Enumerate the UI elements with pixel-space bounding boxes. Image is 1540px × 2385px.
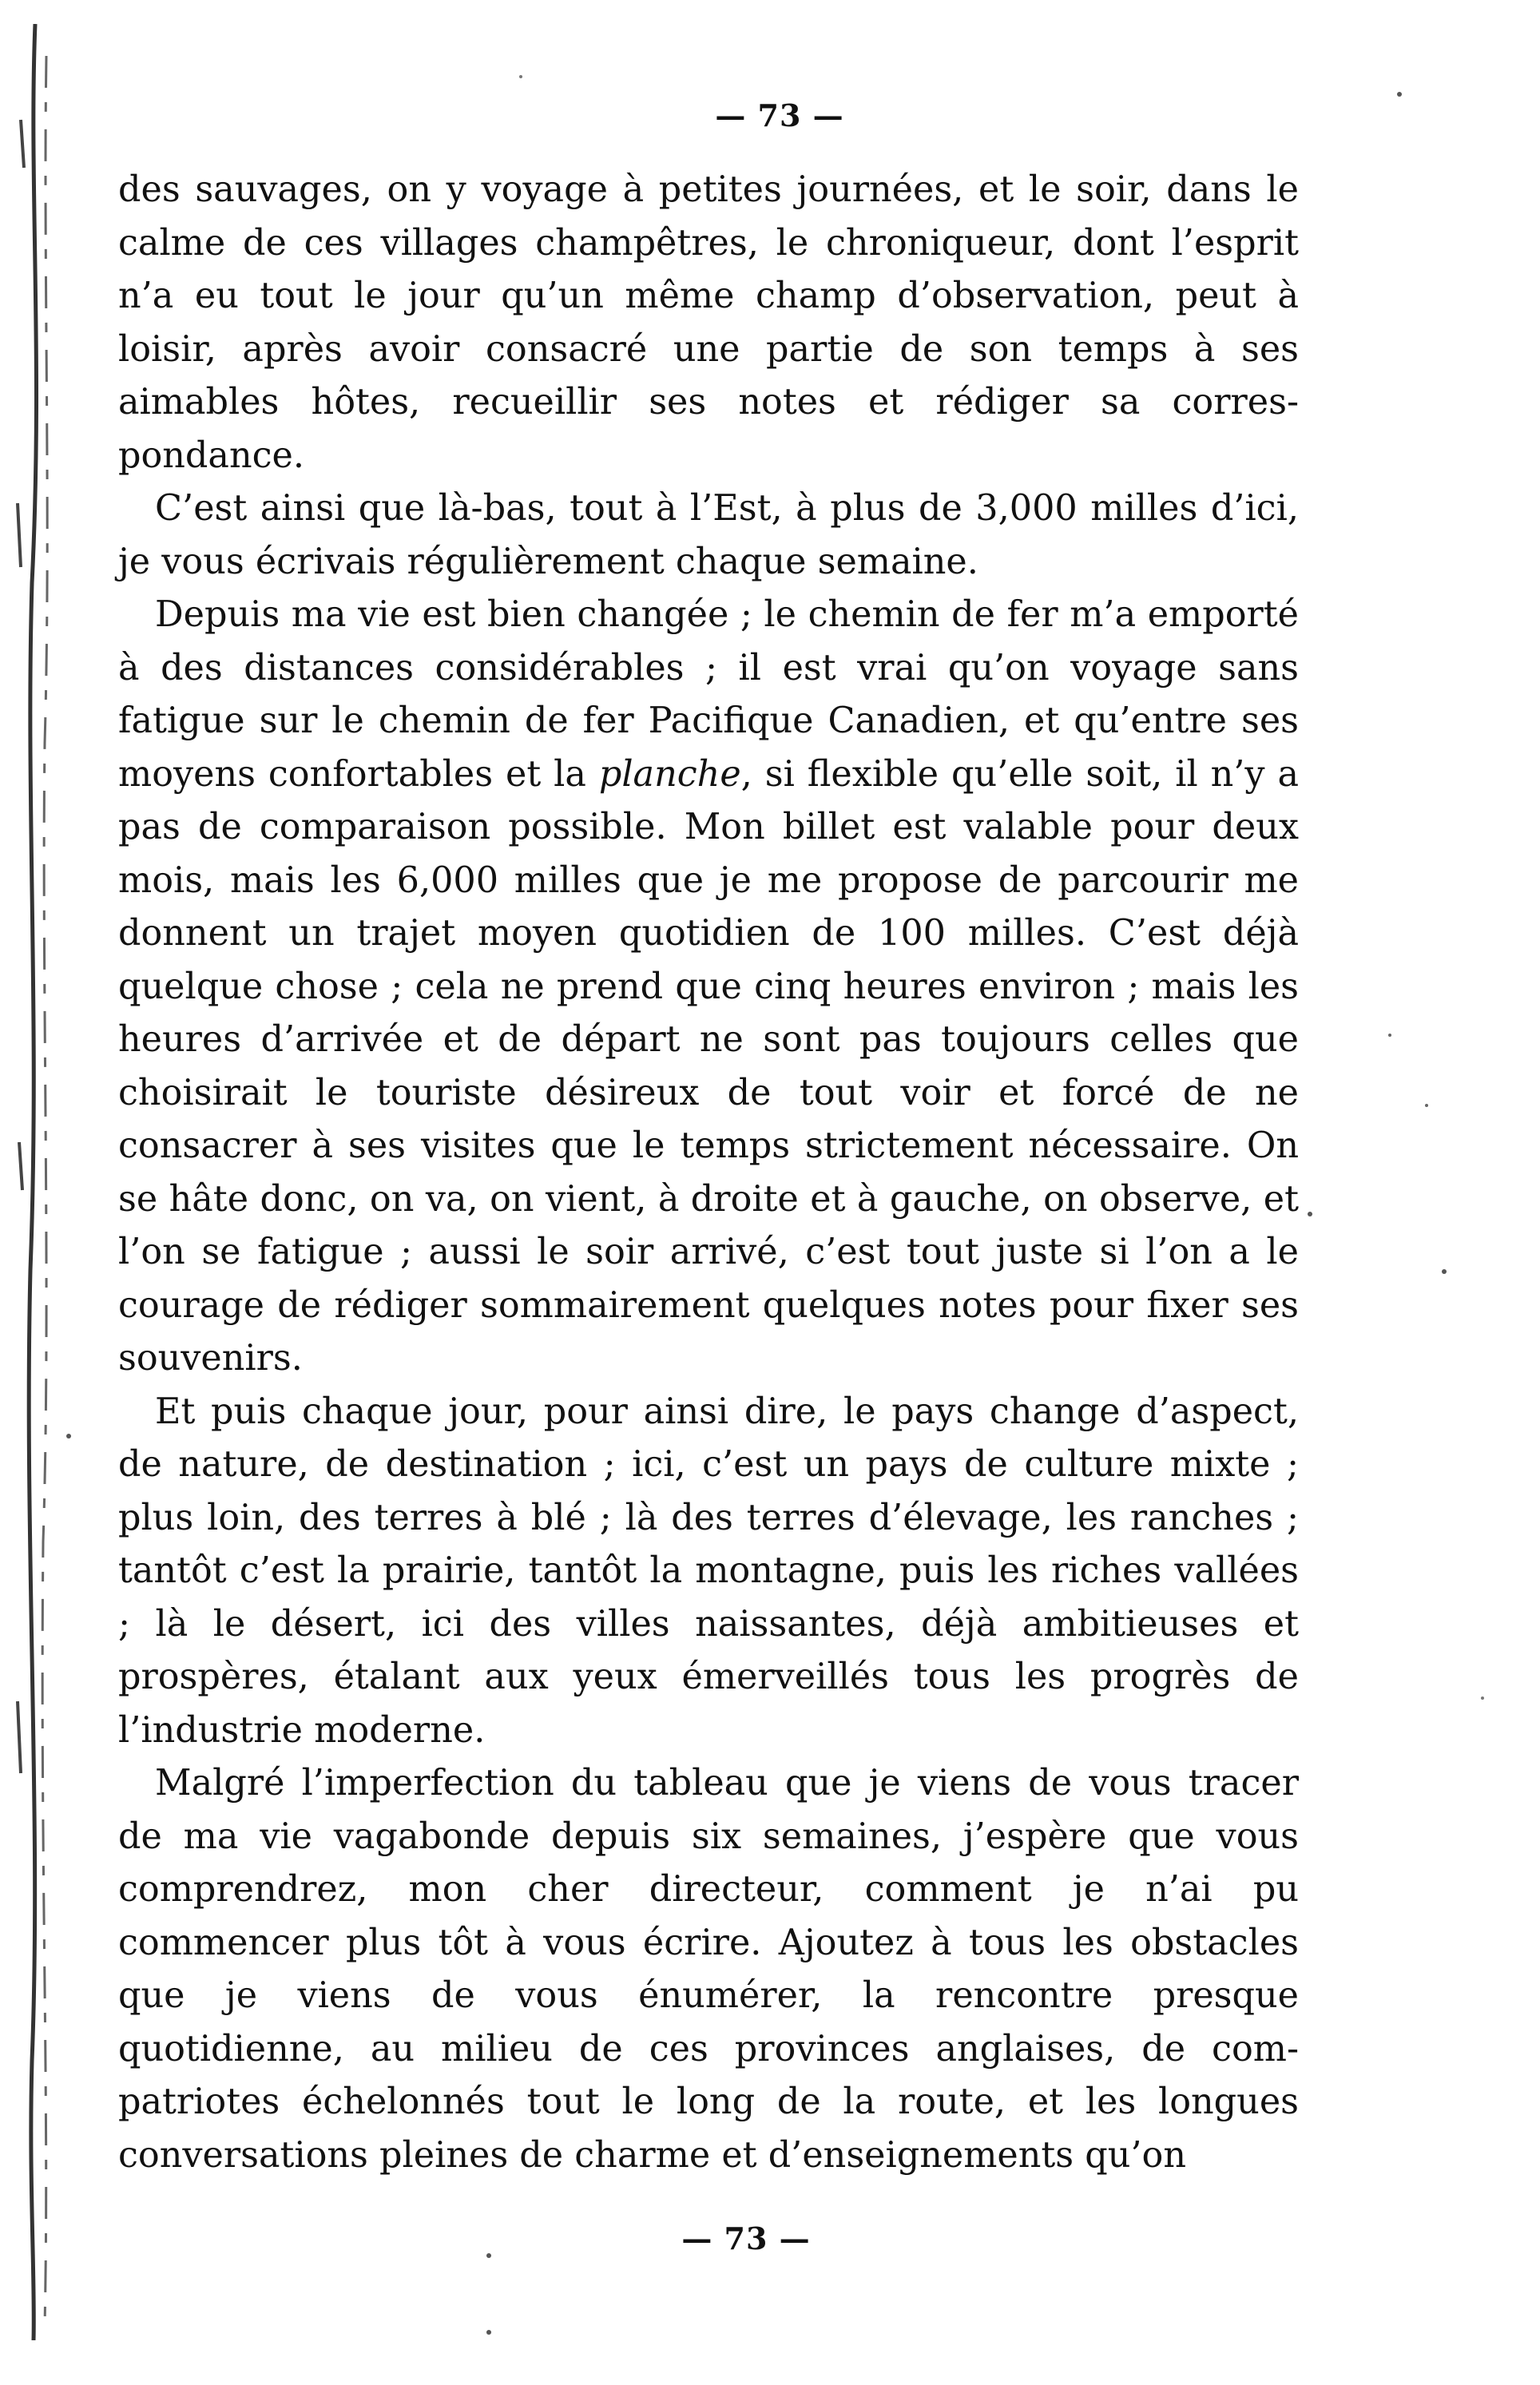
- paragraph-4: Et puis chaque jour, pour ainsi dire, le pays change d’aspect, de nature, de destination ; ici, c’est un pays de culture mixte ; plus loin, des terres à blé ; là des terres d’élevage, les ranches ; tantôt c’est la prairie, tantôt la montagne, puis les riches vallées ; là le désert, ici des villes naissantes, déjà ambitieuses et prospères, étalant aux yeux émerveillés tous les progrès de l’industrie moderne.: [118, 1391, 1299, 1751]
- paragraph-5: Malgré l’imperfection du tableau que je viens de vous tracer de ma vie vagabonde depuis six semaines, j’espère que vous comprendrez, mon cher directeur, comment je n’ai pu commencer plus tôt à vous écrire. Ajoutez à tous les obstacles que je viens de vous énumérer, la rencontre presque quotidienne, au milieu de ces provinces anglaises, de compatriotes échelonnés tout le long de la route, et les longues conversations pleines de charme et d’enseignements qu’on: [118, 1763, 1299, 2176]
- paragraph-2: C’est ainsi que là-bas, tout à l’Est, à plus de 3,000 milles d’ici, je vous écrivais régulièrement chaque semaine.: [118, 488, 1299, 582]
- page-number-top: — 73 —: [715, 97, 844, 133]
- page-number-bottom: — 73 —: [681, 2220, 811, 2256]
- emphasized-word: planche: [598, 753, 741, 795]
- binding-edge-shadow: [11, 24, 59, 2340]
- body-text: [118, 164, 1299, 2182]
- paragraph-3: Depuis ma vie est bien changée ; le chemin de fer m’a emporté à des distances considérables ; il est vrai qu’on voyage sans fatigue sur le chemin de fer Pacifique Canadien, et qu’entre ses moyens confortables et la planche, si flexible qu’elle soit, il n’y a pas de comparaison possible. Mon billet est valable pour deux mois, mais les 6,000 milles que je me propose de parcourir me donnent un trajet moyen quotidien de 100 milles. C’est déjà quelque chose ; cela ne prend que cinq heures environ ; mais les heures d’arrivée et de départ ne sont pas toujours celles que choisirait le touriste désireux de tout voir et forcé de ne consacrer à ses visites que le temps strictement nécessaire. On se hâte donc, on va, on vient, à droite et à gauche, on observe, et l’on se fatigue ; aussi le soir arrivé, c’est tout juste si l’on a le courage de rédiger sommairement quelques notes pour fixer ses souvenirs.: [118, 594, 1299, 1379]
- paragraph-1: des sauvages, on y voyage à petites journées, et le soir, dans le calme de ces villages champêtres, le chroniqueur, dont l’esprit n’a eu tout le jour qu’un même champ d’observation, peut à loisir, après avoir consacré une partie de son temps à ses aimables hôtes, recueillir ses notes et rédiger sa correspondance.: [118, 169, 1299, 476]
